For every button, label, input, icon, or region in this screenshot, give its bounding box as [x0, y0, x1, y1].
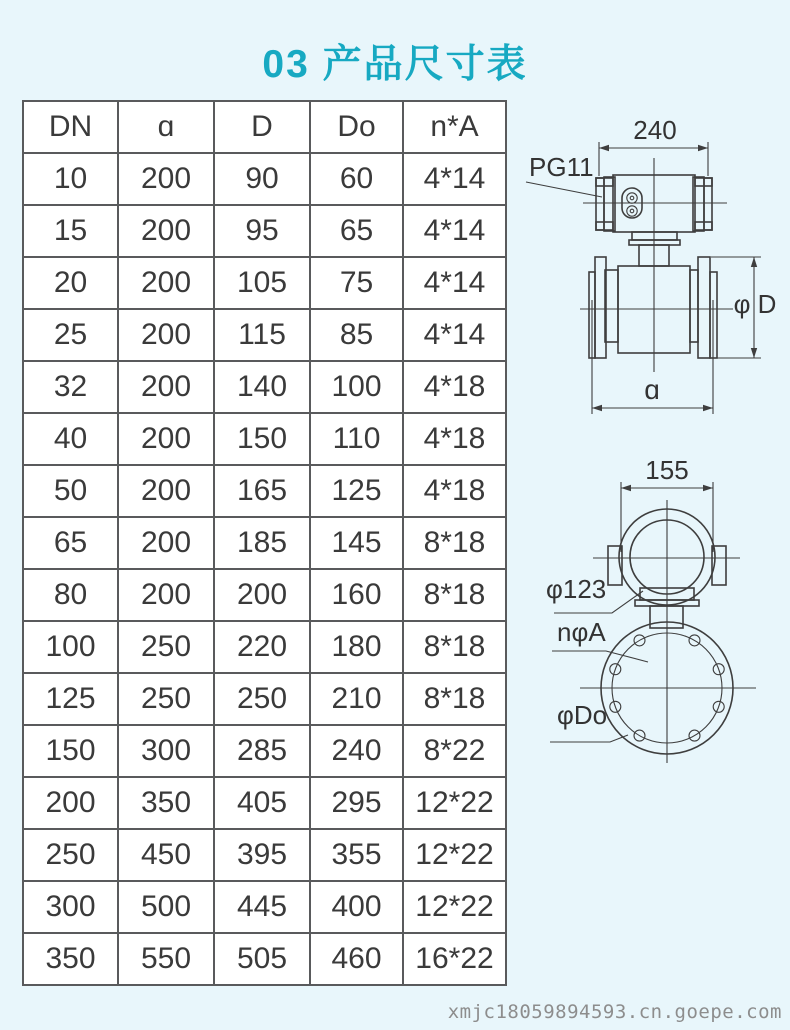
- pipe-stub-right: [690, 270, 698, 342]
- table-cell: 25: [23, 309, 118, 361]
- table-cell: 40: [23, 413, 118, 465]
- arrowhead: [703, 485, 713, 491]
- leader-line: [526, 182, 602, 197]
- table-cell: 65: [310, 205, 403, 257]
- table-cell: 75: [310, 257, 403, 309]
- table-cell: 12*22: [403, 777, 506, 829]
- column-header: Do: [310, 101, 403, 153]
- table-cell: 125: [310, 465, 403, 517]
- table-row: [23, 309, 506, 361]
- arrowhead: [698, 145, 708, 151]
- table-cell: 105: [214, 257, 310, 309]
- table-row: [23, 413, 506, 465]
- table-header: [23, 101, 506, 153]
- table-cell: 90: [214, 153, 310, 205]
- table-cell: 4*14: [403, 309, 506, 361]
- table-cell: 200: [23, 777, 118, 829]
- table-cell: 8*18: [403, 517, 506, 569]
- table-cell: 250: [118, 673, 214, 725]
- table-cell: 12*22: [403, 829, 506, 881]
- table-row: [23, 465, 506, 517]
- table-cell: 110: [310, 413, 403, 465]
- table-cell: 65: [23, 517, 118, 569]
- table-cell: 300: [23, 881, 118, 933]
- bolt-circle-label: φDo: [557, 700, 608, 730]
- table-cell: 300: [118, 725, 214, 777]
- table-cell: 445: [214, 881, 310, 933]
- table-cell: 100: [23, 621, 118, 673]
- table-cell: 50: [23, 465, 118, 517]
- table-cell: 350: [23, 933, 118, 985]
- table-cell: 160: [310, 569, 403, 621]
- table-cell: 8*18: [403, 673, 506, 725]
- table-cell: 12*22: [403, 881, 506, 933]
- arrowhead: [751, 257, 757, 267]
- table-cell: 32: [23, 361, 118, 413]
- table-cell: 200: [118, 205, 214, 257]
- table-cell: 15: [23, 205, 118, 257]
- table-cell: 140: [214, 361, 310, 413]
- table-cell: 295: [310, 777, 403, 829]
- front-view-diagram: [515, 95, 790, 425]
- head-diameter-label: φ123: [546, 574, 607, 604]
- table-cell: 200: [118, 413, 214, 465]
- arrowhead: [751, 348, 757, 358]
- table-cell: 500: [118, 881, 214, 933]
- flange-right: [698, 257, 710, 358]
- table-cell: 145: [310, 517, 403, 569]
- table-cell: 4*14: [403, 205, 506, 257]
- table-cell: 10: [23, 153, 118, 205]
- dimension-240-label: 240: [633, 115, 677, 145]
- head-width-label: 155: [645, 455, 689, 485]
- table-cell: 200: [118, 569, 214, 621]
- sensor-body: [580, 257, 733, 358]
- body-length-label: ɑ: [644, 374, 660, 405]
- table-row: [23, 257, 506, 309]
- leader-line: [552, 651, 648, 662]
- table-cell: 4*14: [403, 153, 506, 205]
- table-cell: 355: [310, 829, 403, 881]
- table-cell: 8*22: [403, 725, 506, 777]
- sight-glass-screw-center: [630, 209, 634, 213]
- sight-glass-screw-center: [630, 196, 634, 200]
- table-cell: 200: [118, 361, 214, 413]
- table-row: [23, 933, 506, 985]
- label-phi123: [546, 574, 643, 613]
- side-view-diagram: [530, 440, 790, 775]
- table-cell: 200: [118, 257, 214, 309]
- table-cell: 200: [118, 465, 214, 517]
- table-cell: 250: [23, 829, 118, 881]
- table-cell: 150: [23, 725, 118, 777]
- table-cell: 165: [214, 465, 310, 517]
- table-cell: 240: [310, 725, 403, 777]
- sight-glass-screw: [627, 206, 637, 216]
- table-cell: 4*18: [403, 465, 506, 517]
- arrowhead: [621, 485, 631, 491]
- table-cell: 20: [23, 257, 118, 309]
- header-row: [23, 101, 506, 153]
- dimension-table: [22, 100, 507, 986]
- table-row: [23, 569, 506, 621]
- table-row: [23, 673, 506, 725]
- column-header: D: [214, 101, 310, 153]
- table-row: [23, 361, 506, 413]
- table-cell: 220: [214, 621, 310, 673]
- table-row: [23, 725, 506, 777]
- table-cell: 150: [214, 413, 310, 465]
- page-title: 03 产品尺寸表: [262, 43, 528, 86]
- table-cell: 4*18: [403, 413, 506, 465]
- table-cell: 185: [214, 517, 310, 569]
- arrowhead: [592, 405, 602, 411]
- sight-glass-screw: [627, 193, 637, 203]
- label-phi-do: [550, 700, 628, 742]
- table-cell: 200: [118, 517, 214, 569]
- table-cell: 95: [214, 205, 310, 257]
- watermark: xmjc18059894593.cn.goepe.com: [447, 1001, 782, 1023]
- table-row: [23, 205, 506, 257]
- table-cell: 4*14: [403, 257, 506, 309]
- column-header: ɑ: [118, 101, 214, 153]
- table-cell: 550: [118, 933, 214, 985]
- table-cell: 200: [118, 153, 214, 205]
- table-cell: 100: [310, 361, 403, 413]
- table-cell: 80: [23, 569, 118, 621]
- table-cell: 400: [310, 881, 403, 933]
- table-cell: 200: [118, 309, 214, 361]
- table-cell: 395: [214, 829, 310, 881]
- table-cell: 4*18: [403, 361, 506, 413]
- table-cell: 250: [214, 673, 310, 725]
- pipe-stub-left: [605, 270, 618, 342]
- table-cell: 200: [214, 569, 310, 621]
- table-cell: 505: [214, 933, 310, 985]
- table-cell: 180: [310, 621, 403, 673]
- table-cell: 115: [214, 309, 310, 361]
- cable-entry-label: PG11: [529, 152, 594, 182]
- table-row: [23, 829, 506, 881]
- table-cell: 250: [118, 621, 214, 673]
- column-header: n*A: [403, 101, 506, 153]
- table-cell: 210: [310, 673, 403, 725]
- table-row: [23, 881, 506, 933]
- label-pg11: [526, 152, 602, 197]
- dimension-a: [592, 300, 713, 414]
- table-row: [23, 517, 506, 569]
- table-cell: 405: [214, 777, 310, 829]
- leader-line: [550, 735, 628, 742]
- column-header: DN: [23, 101, 118, 153]
- table-row: [23, 777, 506, 829]
- table-cell: 350: [118, 777, 214, 829]
- arrowhead: [703, 405, 713, 411]
- table-cell: 8*18: [403, 621, 506, 673]
- bolt-holes-label: nφA: [557, 617, 606, 647]
- table-row: [23, 153, 506, 205]
- table-cell: 85: [310, 309, 403, 361]
- table-cell: 285: [214, 725, 310, 777]
- table-cell: 8*18: [403, 569, 506, 621]
- table-cell: 125: [23, 673, 118, 725]
- table-cell: 60: [310, 153, 403, 205]
- dimension-phi-d: [711, 257, 776, 358]
- table-cell: 460: [310, 933, 403, 985]
- arrowhead: [599, 145, 609, 151]
- table-cell: 16*22: [403, 933, 506, 985]
- table-body: [23, 153, 506, 985]
- flange-diameter-label: φ D: [733, 289, 777, 319]
- table-row: [23, 621, 506, 673]
- table-cell: 450: [118, 829, 214, 881]
